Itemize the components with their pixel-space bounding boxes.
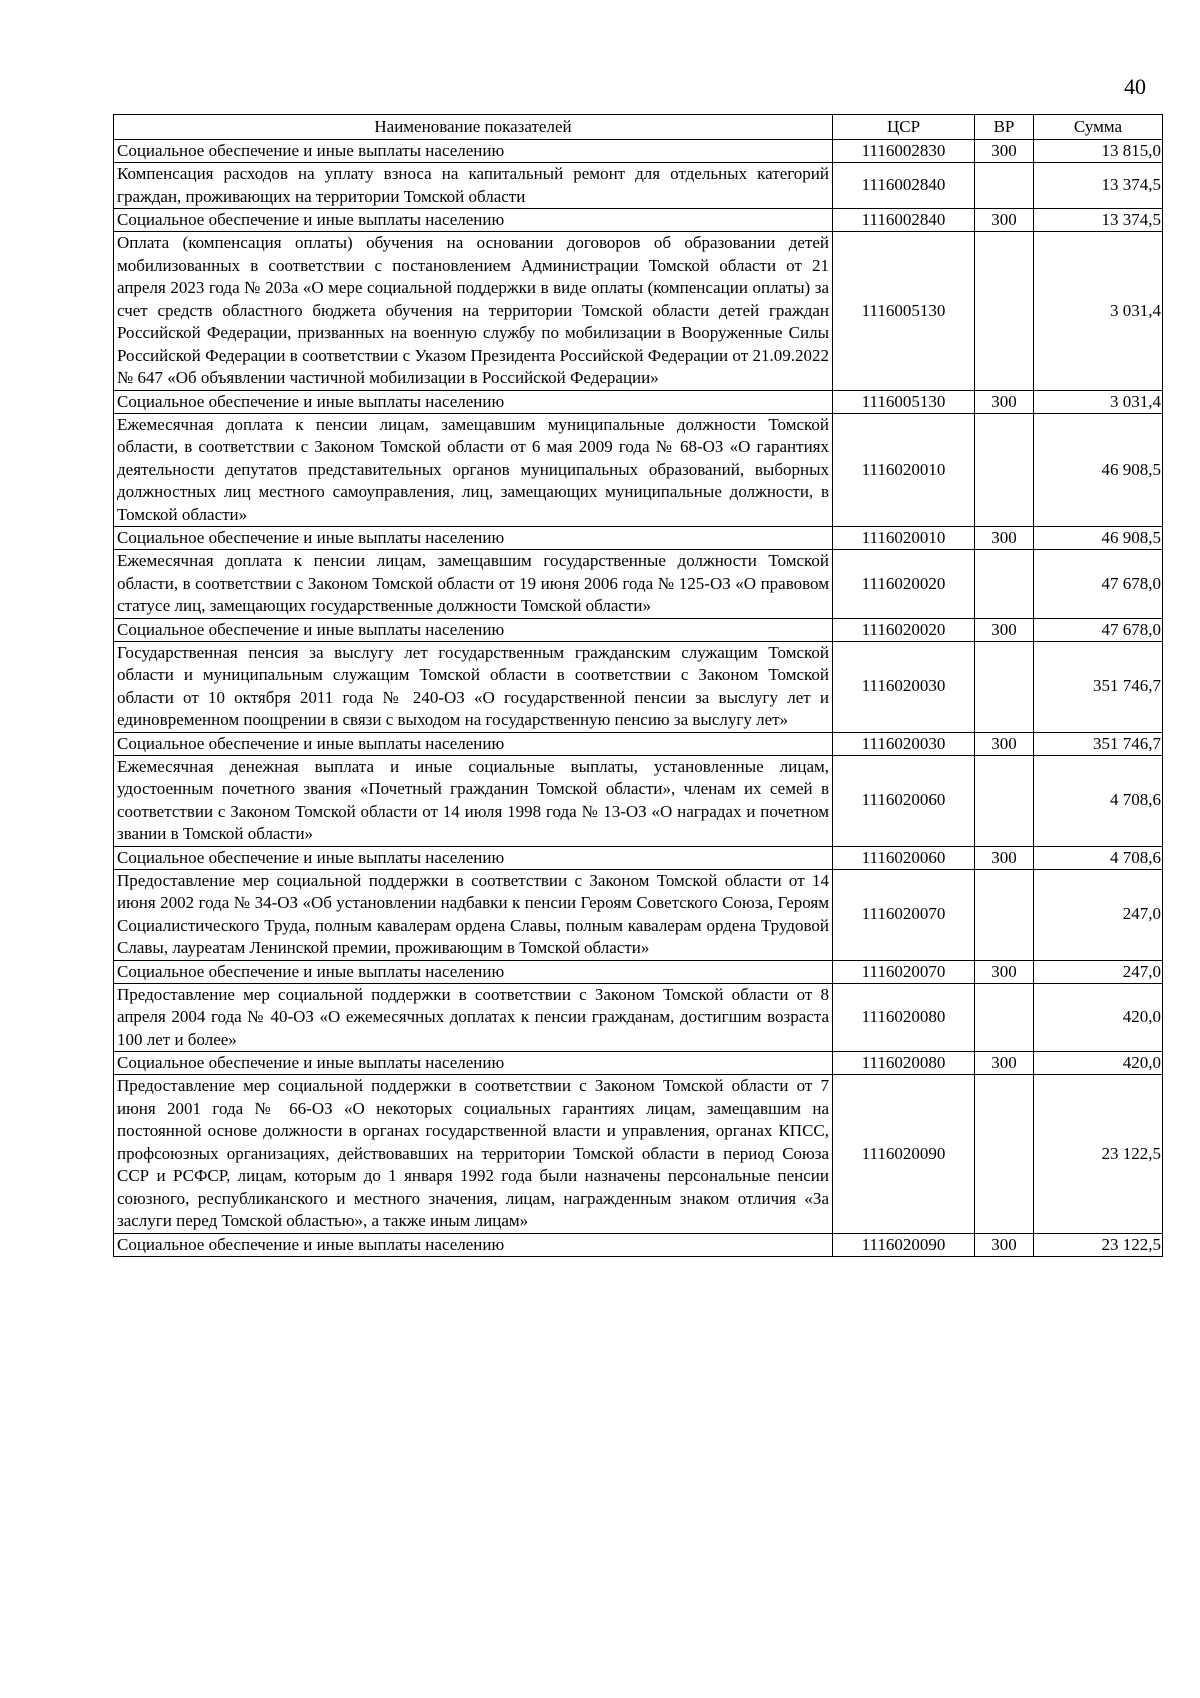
row-csr: 1116020060 — [833, 755, 975, 846]
row-vr — [975, 232, 1034, 391]
table-row — [114, 618, 1163, 641]
row-sum: 47 678,0 — [1034, 550, 1163, 619]
row-vr — [975, 869, 1034, 960]
row-csr: 1116002840 — [833, 209, 975, 232]
row-name: Ежемесячная денежная выплата и иные социальные выплаты, установленные лицам, удостоенным почетного звания «Почетный гражданин Томской области», членам их семей в соответствии с Законом Томской области от 14 июля 1998 года № 13-ОЗ «О наградах и почетном звании в Томской области» — [114, 755, 833, 846]
table-body — [114, 140, 1163, 1257]
row-csr: 1116020010 — [833, 527, 975, 550]
row-csr: 1116020060 — [833, 846, 975, 869]
row-sum: 4 708,6 — [1034, 755, 1163, 846]
table-row — [114, 1052, 1163, 1075]
row-name: Социальное обеспечение и иные выплаты населению — [114, 527, 833, 550]
row-name: Предоставление мер социальной поддержки в соответствии с Законом Томской области от 14 июня 2002 года № 34-ОЗ «Об установлении надбавки к пенсии Героям Советского Союза, Героям Социалистического Труда, полным кавалерам ордена Славы, полным кавалерам ордена Трудовой Славы, лауреатам Ленинской премии, проживающим в Томской области» — [114, 869, 833, 960]
row-csr: 1116005130 — [833, 390, 975, 413]
row-name: Социальное обеспечение и иные выплаты населению — [114, 960, 833, 983]
row-vr — [975, 550, 1034, 619]
row-name: Социальное обеспечение и иные выплаты населению — [114, 732, 833, 755]
table-row — [114, 163, 1163, 209]
table-row — [114, 140, 1163, 163]
row-sum: 3 031,4 — [1034, 232, 1163, 391]
row-sum: 46 908,5 — [1034, 413, 1163, 527]
table-row — [114, 869, 1163, 960]
row-csr: 1116020030 — [833, 732, 975, 755]
row-vr: 300 — [975, 209, 1034, 232]
row-sum: 47 678,0 — [1034, 618, 1163, 641]
row-name: Социальное обеспечение и иные выплаты населению — [114, 1052, 833, 1075]
row-vr: 300 — [975, 140, 1034, 163]
table-row — [114, 1233, 1163, 1256]
row-sum: 46 908,5 — [1034, 527, 1163, 550]
row-name: Социальное обеспечение и иные выплаты населению — [114, 209, 833, 232]
row-sum: 351 746,7 — [1034, 732, 1163, 755]
row-sum: 351 746,7 — [1034, 641, 1163, 732]
row-vr: 300 — [975, 390, 1034, 413]
table-row — [114, 527, 1163, 550]
row-vr: 300 — [975, 1052, 1034, 1075]
row-vr: 300 — [975, 846, 1034, 869]
row-csr: 1116005130 — [833, 232, 975, 391]
row-sum: 420,0 — [1034, 983, 1163, 1052]
table-row — [114, 846, 1163, 869]
page-number: 40 — [1124, 74, 1146, 99]
row-sum: 13 815,0 — [1034, 140, 1163, 163]
row-csr: 1116020010 — [833, 413, 975, 527]
row-vr: 300 — [975, 618, 1034, 641]
table-row — [114, 390, 1163, 413]
row-csr: 1116020030 — [833, 641, 975, 732]
row-sum: 23 122,5 — [1034, 1075, 1163, 1234]
row-csr: 1116002830 — [833, 140, 975, 163]
row-vr — [975, 641, 1034, 732]
header-row — [114, 115, 1163, 140]
row-vr — [975, 983, 1034, 1052]
table-row — [114, 1075, 1163, 1234]
row-name: Предоставление мер социальной поддержки в соответствии с Законом Томской области от 8 апреля 2004 года № 40-ОЗ «О ежемесячных доплатах к пенсии гражданам, достигшим возраста 100 лет и более» — [114, 983, 833, 1052]
row-csr: 1116002840 — [833, 163, 975, 209]
row-csr: 1116020020 — [833, 550, 975, 619]
header-name: Наименование показателей — [114, 115, 833, 140]
row-csr: 1116020020 — [833, 618, 975, 641]
row-name: Предоставление мер социальной поддержки в соответствии с Законом Томской области от 7 июня 2001 года № 66-ОЗ «О некоторых социальных гарантиях лицам, замещавшим на постоянной основе должности в органах государственной власти и управления, органах КПСС, профсоюзных организациях, действовавших на территории Томской области в период Союза ССР и РСФСР, лицам, которым до 1 января 1992 года были назначены персональные пенсии союзного, республиканского и местного значения, лицам, награжденным знаком отличия «За заслуги перед Томской областью», а также иным лицам» — [114, 1075, 833, 1234]
header-csr: ЦСР — [833, 115, 975, 140]
row-name: Ежемесячная доплата к пенсии лицам, замещавшим муниципальные должности Томской области, в соответствии с Законом Томской области от 6 мая 2009 года № 68-ОЗ «О гарантиях деятельности депутатов представительных органов муниципальных образований, выборных должностных лиц местного самоуправления, лиц, замещающих муниципальные должности, в Томской области» — [114, 413, 833, 527]
row-csr: 1116020070 — [833, 960, 975, 983]
table-row — [114, 960, 1163, 983]
row-vr — [975, 1075, 1034, 1234]
table-row — [114, 550, 1163, 619]
row-name: Социальное обеспечение и иные выплаты населению — [114, 390, 833, 413]
row-vr: 300 — [975, 960, 1034, 983]
row-vr: 300 — [975, 1233, 1034, 1256]
row-name: Компенсация расходов на уплату взноса на капитальный ремонт для отдельных категорий граждан, проживающих на территории Томской области — [114, 163, 833, 209]
budget-table — [113, 114, 1163, 1257]
row-csr: 1116020090 — [833, 1075, 975, 1234]
header-vr: ВР — [975, 115, 1034, 140]
row-name: Социальное обеспечение и иные выплаты населению — [114, 846, 833, 869]
table-row — [114, 732, 1163, 755]
row-csr: 1116020080 — [833, 983, 975, 1052]
row-csr: 1116020070 — [833, 869, 975, 960]
table-row — [114, 983, 1163, 1052]
row-csr: 1116020080 — [833, 1052, 975, 1075]
table-row — [114, 755, 1163, 846]
row-sum: 247,0 — [1034, 960, 1163, 983]
table-row — [114, 641, 1163, 732]
row-sum: 420,0 — [1034, 1052, 1163, 1075]
table-row — [114, 413, 1163, 527]
row-csr: 1116020090 — [833, 1233, 975, 1256]
row-sum: 4 708,6 — [1034, 846, 1163, 869]
row-vr — [975, 413, 1034, 527]
row-sum: 247,0 — [1034, 869, 1163, 960]
row-name: Государственная пенсия за выслугу лет государственным гражданским служащим Томской области и муниципальным служащим Томской области в соответствии с Законом Томской области от 10 октября 2011 года № 240-ОЗ «О государственной пенсии за выслугу лет и единовременном поощрении в связи с выходом на государственную пенсию за выслугу лет» — [114, 641, 833, 732]
table-row — [114, 232, 1163, 391]
row-sum: 13 374,5 — [1034, 163, 1163, 209]
row-name: Социальное обеспечение и иные выплаты населению — [114, 140, 833, 163]
table-header — [114, 115, 1163, 140]
row-vr: 300 — [975, 527, 1034, 550]
row-name: Оплата (компенсация оплаты) обучения на основании договоров об образовании детей мобилизованных в соответствии с постановлением Администрации Томской области от 21 апреля 2023 года № 203а «О мере социальной поддержки в виде оплаты (компенсации оплаты) за счет средств областного бюджета обучения на территории Томской области детей граждан Российской Федерации, призванных на военную службу по мобилизации в Вооруженные Силы Российской Федерации в соответствии с Указом Президента Российской Федерации от 21.09.2022 № 647 «Об объявлении частичной мобилизации в Российской Федерации» — [114, 232, 833, 391]
row-name: Социальное обеспечение и иные выплаты населению — [114, 618, 833, 641]
row-vr: 300 — [975, 732, 1034, 755]
row-name: Социальное обеспечение и иные выплаты населению — [114, 1233, 833, 1256]
table-row — [114, 209, 1163, 232]
row-sum: 23 122,5 — [1034, 1233, 1163, 1256]
header-sum: Сумма — [1034, 115, 1163, 140]
row-sum: 3 031,4 — [1034, 390, 1163, 413]
row-name: Ежемесячная доплата к пенсии лицам, замещавшим государственные должности Томской области, в соответствии с Законом Томской области от 19 июня 2006 года № 125-ОЗ «О правовом статусе лиц, замещающих государственные должности Томской области» — [114, 550, 833, 619]
row-sum: 13 374,5 — [1034, 209, 1163, 232]
row-vr — [975, 755, 1034, 846]
row-vr — [975, 163, 1034, 209]
